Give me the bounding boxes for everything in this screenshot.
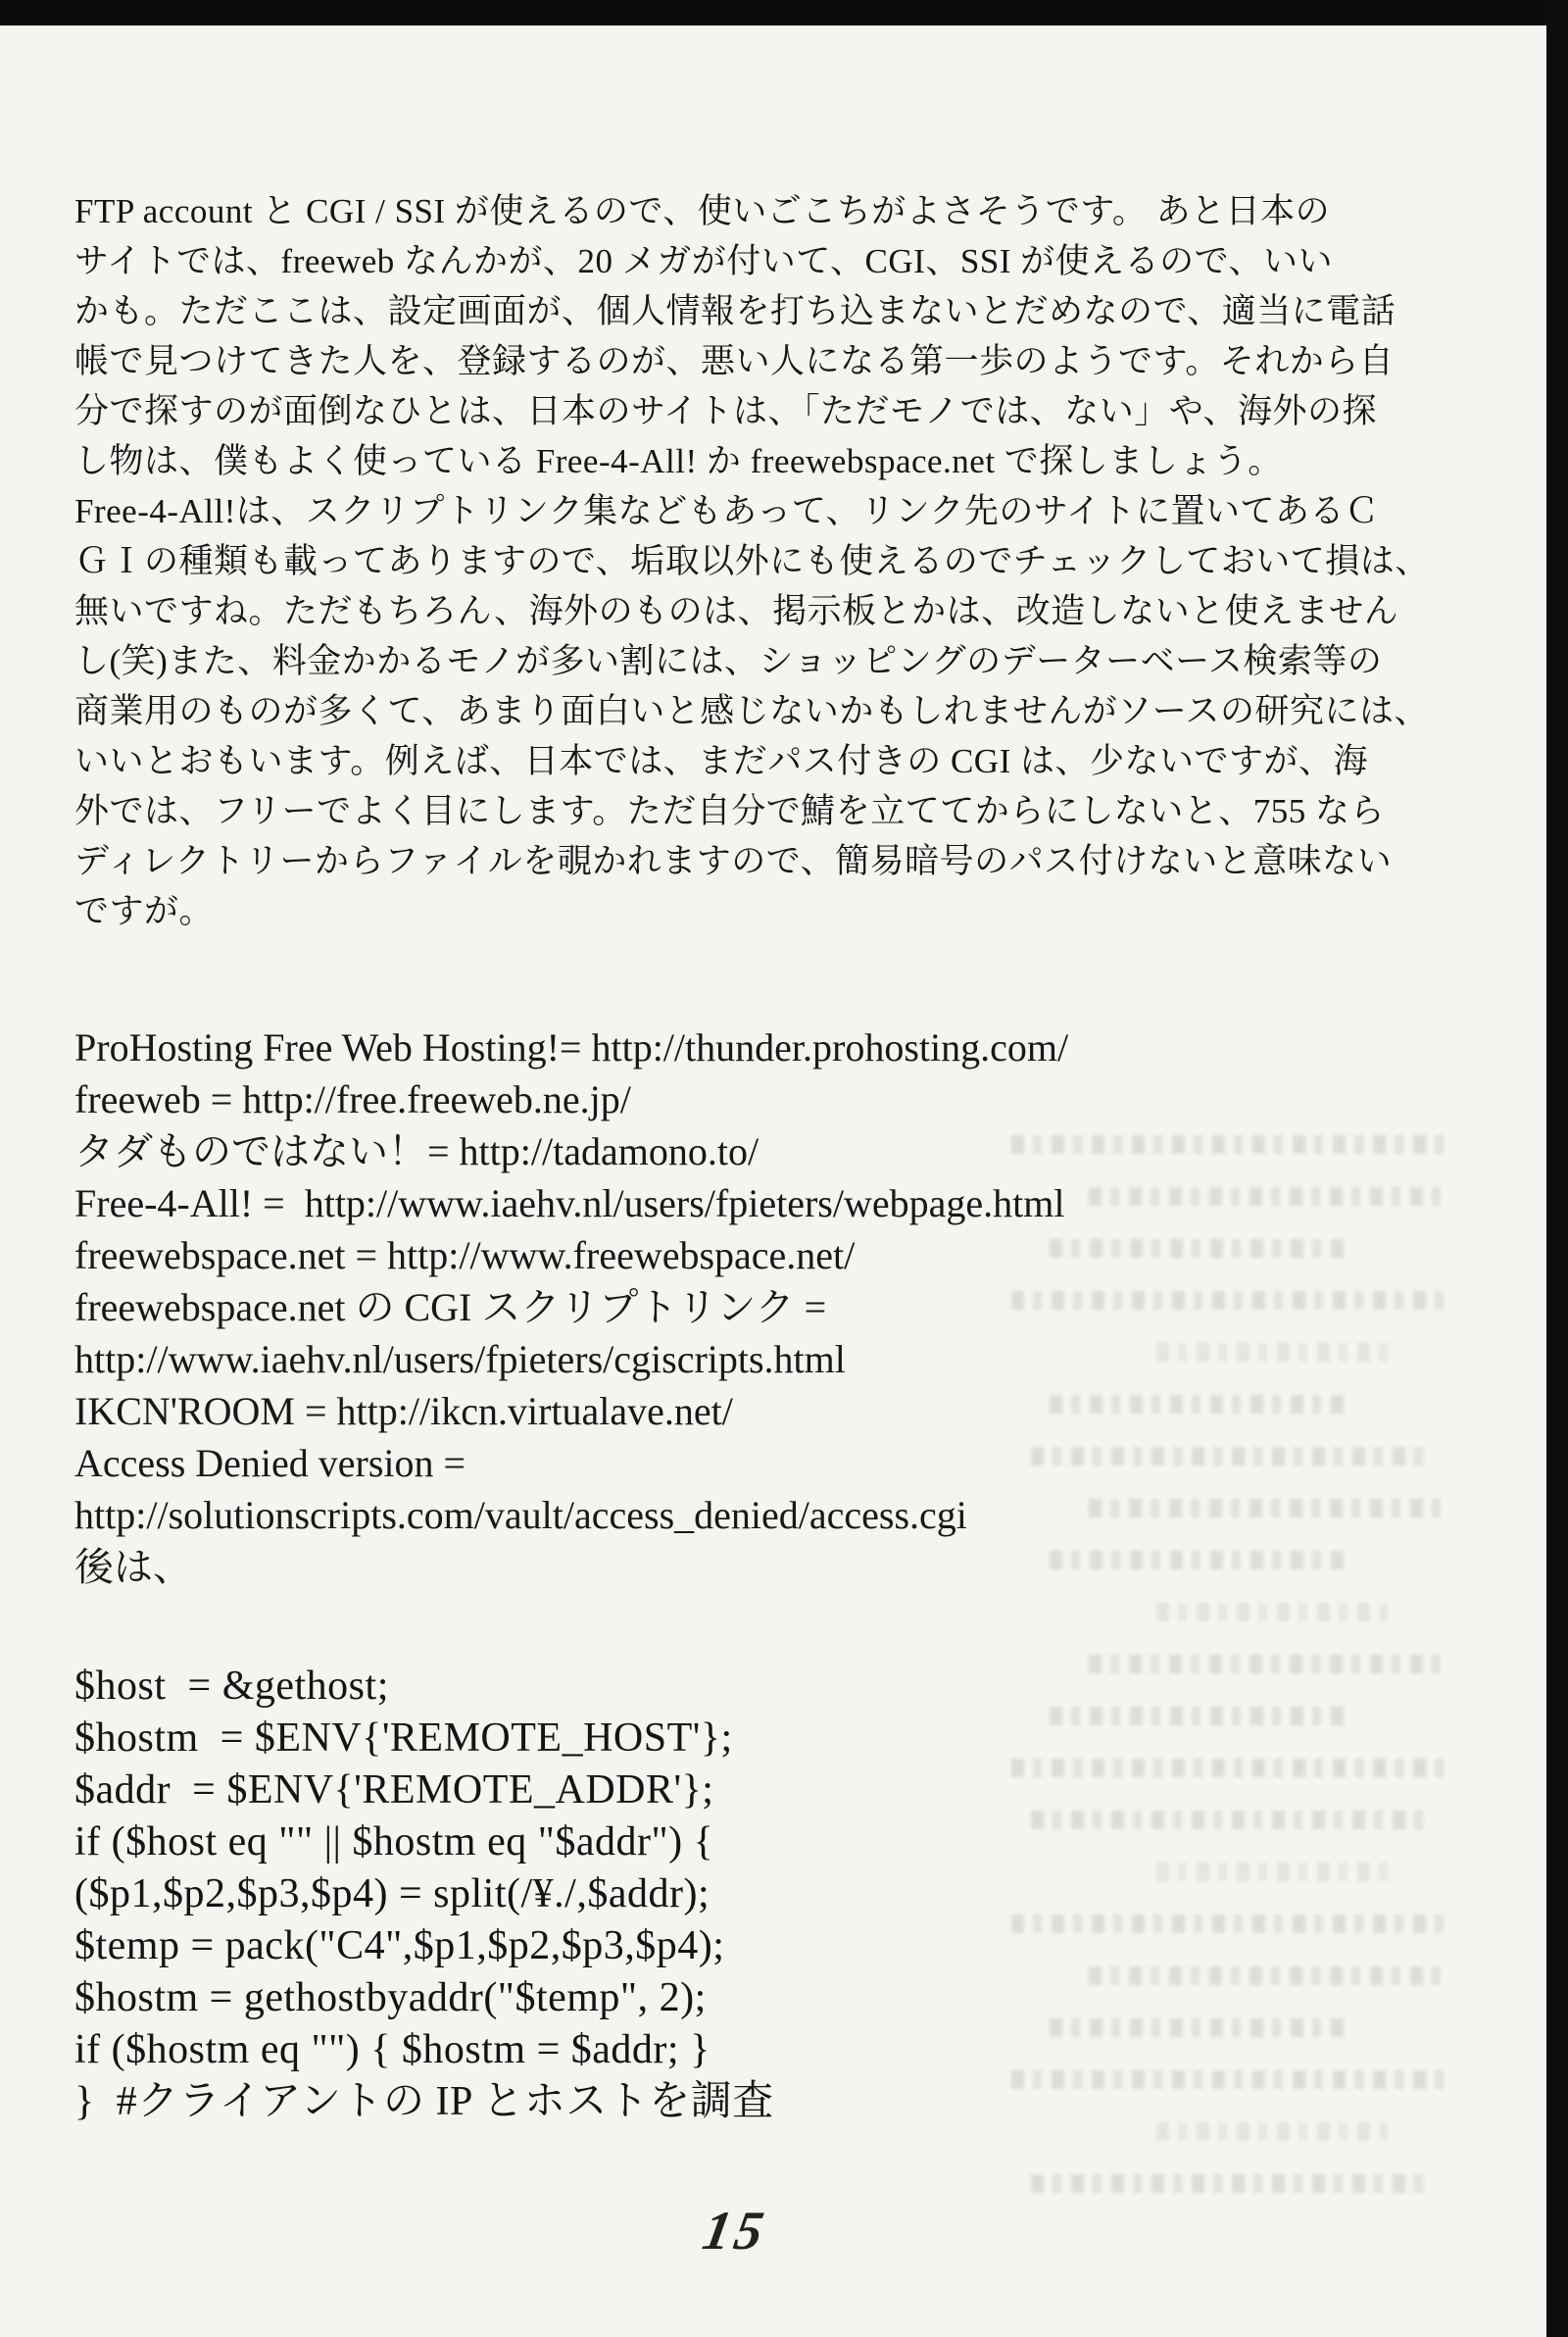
bleed-through-line — [1031, 2174, 1431, 2193]
paragraph-line: し(笑)また、料金かかるモノが多い割には、ショッピングのデーターベース検索等の — [74, 642, 1383, 680]
url-list-line: freewebspace.net の CGI スクリプトリンク = — [74, 1285, 827, 1329]
paragraph-line: し物は、僕もよく使っている Free-4-All! か freewebspace.net で探しましょう。 — [74, 442, 1283, 480]
code-line: $host = &gethost; — [74, 1664, 389, 1709]
scan-edge-top — [0, 0, 1568, 25]
paragraph-line: ですが。 — [74, 892, 215, 930]
paragraph-line: 商業用のものが多くて、あまり面白いと感じないかもしれませんがソースの研究には、 — [74, 692, 1430, 730]
bleed-through-line — [1156, 1603, 1388, 1621]
url-list-line: 後は、 — [74, 1545, 192, 1589]
url-list-line: freeweb = http://free.freeweb.ne.jp/ — [74, 1077, 631, 1121]
code-line: if ($hostm eq "") { $hostm = $addr; } — [74, 2027, 710, 2072]
paragraph-line: 無いですね。ただもちろん、海外のものは、掲示板とかは、改造しないと使えません — [74, 592, 1399, 630]
code-line: if ($host eq "" || $hostm eq "$addr") { — [74, 1819, 714, 1865]
paragraph-line: 分で探すのが面倒なひとは、日本のサイトは、「ただモノでは、ない」や、海外の探 — [74, 392, 1378, 430]
paragraph-line: いいとおもいます。例えば、日本では、まだパス付きの CGI は、少ないですが、海 — [74, 742, 1368, 780]
url-list-line: Free-4-All! = http://www.iaehv.nl/users/fpieters/webpage.html — [74, 1181, 1065, 1225]
paragraph-line: ディレクトリーからファイルを覗かれますので、簡易暗号のパス付けないと意味ない — [74, 842, 1393, 880]
code-line: $hostm = gethostbyaddr("$temp", 2); — [74, 1975, 707, 2020]
code-line: $hostm = $ENV{'REMOTE_HOST'}; — [74, 1715, 733, 1761]
url-list-line: http://www.iaehv.nl/users/fpieters/cgiscripts.html — [74, 1337, 846, 1381]
url-list-line: freewebspace.net = http://www.freewebspace.net/ — [74, 1233, 856, 1277]
url-list — [74, 1021, 1427, 1593]
paragraph-line: ＧＩの種類も載ってありますので、垢取以外にも使えるのでチェックしておいて損は、 — [74, 542, 1430, 580]
code-line: $addr = $ENV{'REMOTE_ADDR'}; — [74, 1767, 714, 1813]
code-line: $temp = pack("C4",$p1,$p2,$p3,$p4); — [74, 1923, 725, 1968]
url-list-line: Access Denied version = — [74, 1441, 466, 1485]
paragraph-line: かも。ただここは、設定画面が、個人情報を打ち込まないとだめなので、適当に電話 — [74, 292, 1396, 330]
paragraph-line: FTP account と CGI / SSI が使えるので、使いごこちがよさそうです。 あと日本の — [74, 192, 1331, 230]
paragraph-line: Free-4-All!は、スクリプトリンク集などもあって、リンク先のサイトに置いてあるＣ — [74, 492, 1380, 530]
url-list-line: ProHosting Free Web Hosting!= http://thunder.prohosting.com/ — [74, 1025, 1069, 1069]
url-list-line: IKCN'ROOM = http://ikcn.virtualave.net/ — [74, 1389, 733, 1433]
code-line: ($p1,$p2,$p3,$p4) = split(/¥./,$addr); — [74, 1871, 710, 1916]
scan-edge-right — [1546, 0, 1568, 2337]
url-list-line: http://solutionscripts.com/vault/access_denied/access.cgi — [74, 1493, 967, 1537]
url-list-line: タダものではない！= http://tadamono.to/ — [74, 1129, 760, 1173]
code-line: } #クライアントの IP とホストを調査 — [74, 2079, 774, 2124]
page-number: 15 — [698, 2201, 772, 2262]
body-paragraph — [74, 186, 1430, 936]
paragraph-line: 帳で見つけてきた人を、登録するのが、悪い人になる第一歩のようです。それから自 — [74, 342, 1395, 380]
paragraph-line: 外では、フリーでよく目にします。ただ自分で鯖を立ててからにしないと、755 なら — [74, 792, 1386, 830]
perl-code-block — [74, 1661, 1427, 2128]
paragraph-line: サイトでは、freeweb なんかが、20 メガが付いて、CGI、SSI が使えるので、いい — [74, 242, 1333, 280]
